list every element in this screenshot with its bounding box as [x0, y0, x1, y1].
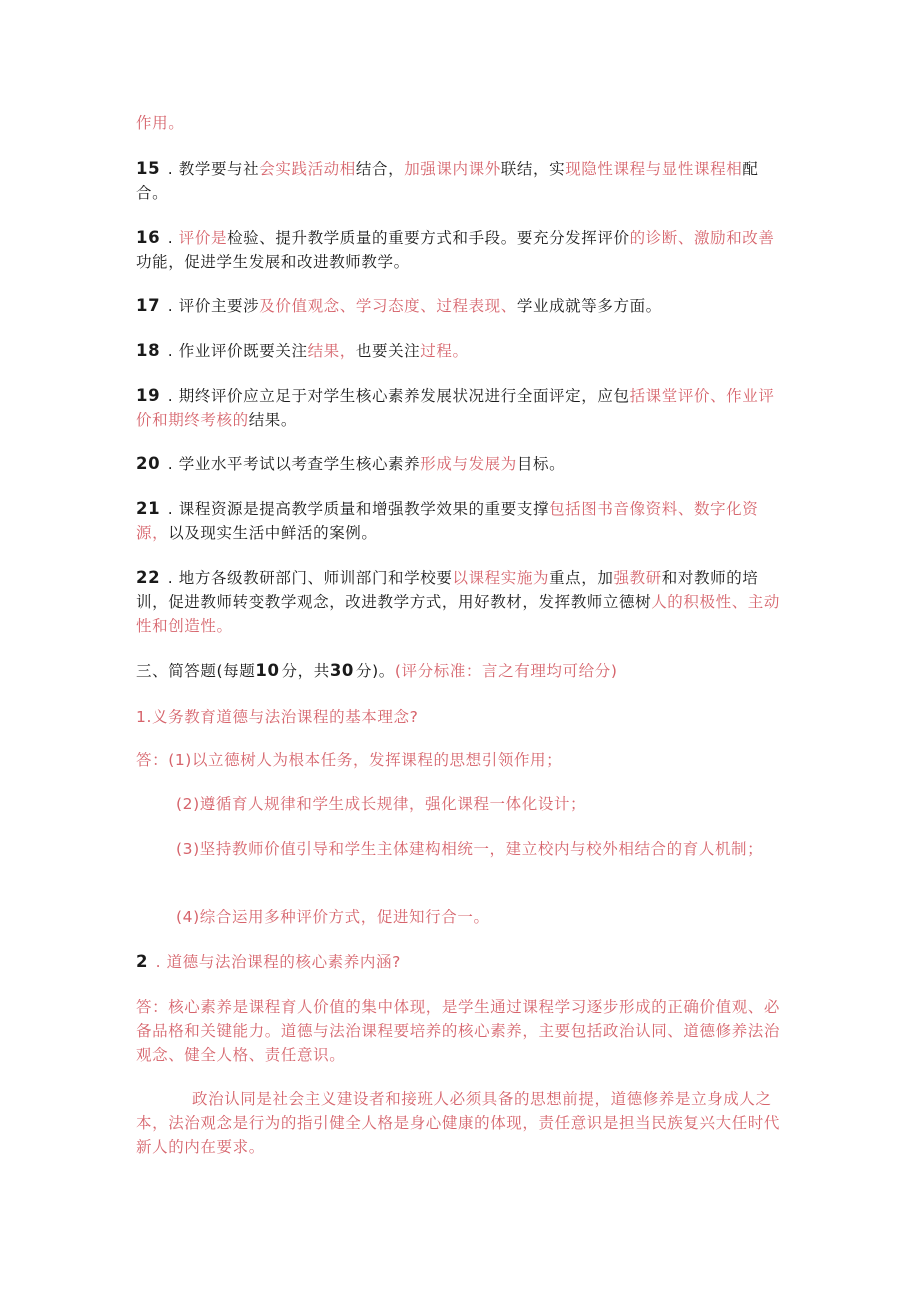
- answer-1-item-2: (2)遵循育人规律和学生成长规律，强化课程一体化设计；: [176, 795, 587, 813]
- answer-2: 答：核心素养是课程育人价值的集中体现，是学生通过课程学习逐步形成的正确价值观、必备品格和关键能力。道德与法治课程要培养的核心素养，主要包括政治认同、道德修养法治观念、健全人格、责任意识。: [136, 998, 781, 1064]
- text: . 教学要与社: [162, 160, 260, 178]
- question-text: . 道德与法治课程的核心素养内涵?: [150, 953, 401, 971]
- text: . 课程资源是提高教学质量和增强教学效果的重要支撑: [162, 500, 550, 518]
- highlight: 及价值观念、学习态度、过程表现、: [259, 297, 517, 315]
- highlight: 评价是: [178, 229, 228, 247]
- highlight: 以课程实施为: [452, 569, 550, 587]
- score-number: 10: [255, 661, 280, 680]
- text: 功能，促进学生发展和改进教师教学。: [136, 253, 410, 271]
- text: .: [162, 229, 179, 247]
- answer-prefix: 答：: [136, 751, 169, 769]
- text: 三、简答题(每题: [136, 662, 256, 680]
- continuation-line: 作用。: [136, 114, 185, 132]
- highlight: 括课堂评价、作业评价和期终考核的: [136, 387, 775, 429]
- item-15: [136, 157, 788, 205]
- item-18: [136, 339, 788, 363]
- highlight: 强教研: [613, 569, 662, 587]
- text: 以及现实生活中鲜活的案例。: [168, 524, 378, 542]
- text: . 期终评价应立足于对学生核心素养发展状况进行全面评定，应包: [162, 387, 630, 405]
- scoring-note: (评分标准：言之有理均可给分): [394, 662, 618, 680]
- item-20: [136, 452, 788, 476]
- item-number: 22: [136, 568, 161, 587]
- item-22: [136, 566, 788, 638]
- text: 配合。: [136, 160, 759, 202]
- text: 检验、提升教学质量的重要方式和手段。要充分发挥评价: [227, 229, 630, 247]
- text: 学业成就等多方面。: [516, 297, 662, 315]
- text: . 学业水平考试以考查学生核心素养: [162, 455, 421, 473]
- highlight: 结果，: [307, 342, 356, 360]
- item-number: 16: [136, 228, 161, 247]
- item-number: 19: [136, 386, 161, 405]
- highlight: 加强课内课外: [404, 160, 501, 178]
- item-number: 15: [136, 159, 161, 178]
- item-number: 21: [136, 499, 161, 518]
- text: 结果。: [248, 411, 298, 429]
- score-number: 30: [329, 661, 355, 680]
- short-question-2-title: [136, 950, 788, 974]
- answer-text: (1)以立德树人为根本任务，发挥课程的思想引领作用；: [168, 751, 563, 769]
- text: 也要关注: [355, 342, 421, 360]
- highlight: 的诊断、激励和改善: [629, 229, 775, 247]
- answer-1-item-4: (4)综合运用多种评价方式，促进知行合一。: [176, 908, 490, 926]
- answer-1-item-1: [136, 748, 788, 772]
- answer-1-item-3: (3)坚持教师价值引导和学生主体建构相统一，建立校内与校外相结合的育人机制；: [176, 840, 764, 858]
- text: 重点，加: [549, 569, 614, 587]
- item-16: [136, 226, 788, 274]
- item-number: 20: [136, 454, 161, 473]
- highlight: 过程。: [420, 342, 469, 360]
- section-3-heading: [136, 659, 788, 683]
- text: . 地方各级教研部门、师训部门和学校要: [162, 569, 453, 587]
- item-19: [136, 384, 788, 432]
- highlight: 会实践活动相: [259, 160, 356, 178]
- item-21: [136, 497, 788, 545]
- answer-2-paragraph: 政治认同是社会主义建设者和接班人必须具备的思想前提，道德修养是立身成人之本，法治观念是行为的指引健全人格是身心健康的体现，责任意识是担当民族复兴大任时代新人的内在要求。: [136, 1090, 781, 1156]
- text: 分)。: [356, 662, 395, 680]
- text: . 作业评价既要关注: [162, 342, 308, 360]
- highlight: 现隐性课程与显性课程相: [565, 160, 743, 178]
- highlight: 形成与发展为: [420, 455, 517, 473]
- highlight: 包括图书音像资料、数字化资源，: [136, 500, 759, 542]
- text: 和对教师的培训，促进教师转变教学观念，改进教学方式，用好教材，发挥教师立德树: [136, 569, 759, 611]
- text: 结合，: [355, 160, 405, 178]
- text: 分，共: [281, 662, 330, 680]
- highlight: 人的积极性、主动性和创造性。: [136, 593, 781, 635]
- item-17: [136, 294, 788, 318]
- text: 目标。: [516, 455, 566, 473]
- text: . 评价主要涉: [162, 297, 260, 315]
- text: 联结，实: [500, 160, 566, 178]
- item-number: 18: [136, 341, 161, 360]
- short-question-1-title: 1.义务教育道德与法治课程的基本理念?: [136, 708, 419, 726]
- item-number: 17: [136, 296, 161, 315]
- item-number: 2: [136, 952, 149, 971]
